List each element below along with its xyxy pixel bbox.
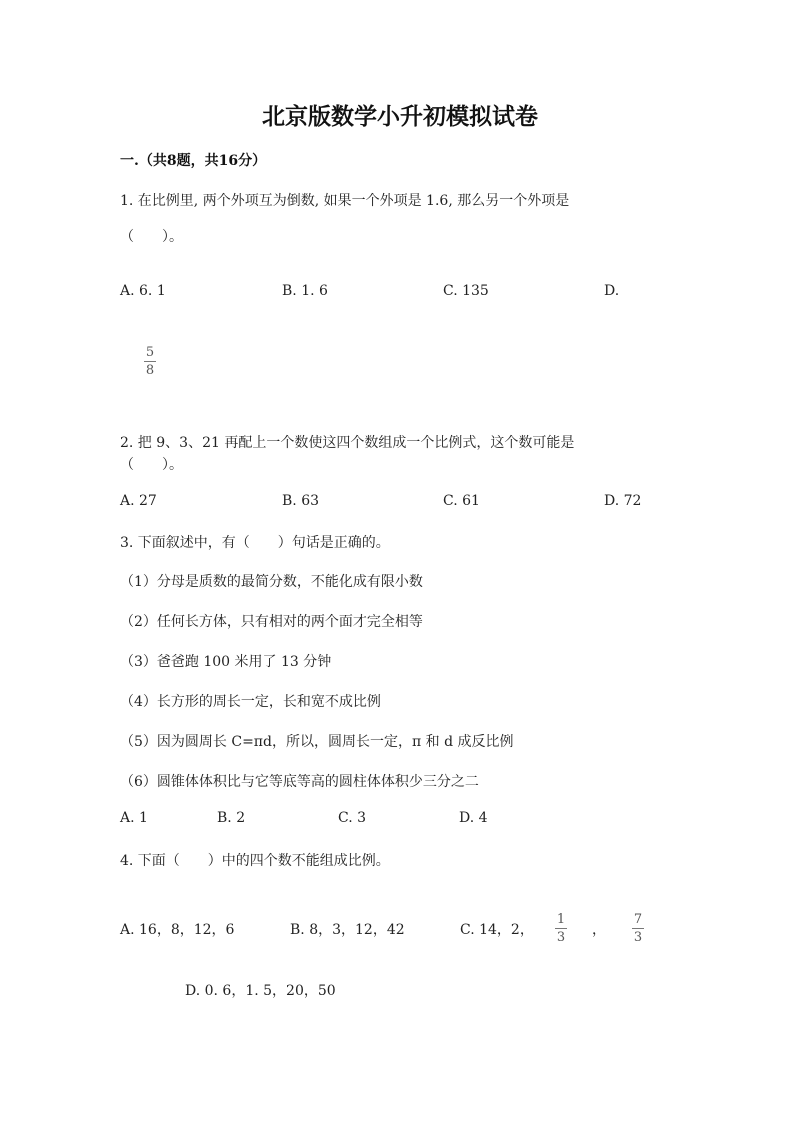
question-4-option-c: C. 14，2， bbox=[460, 922, 534, 938]
question-3-statement: （2）任何长方体，只有相对的两个面才完全相等 bbox=[120, 614, 423, 630]
question-1-option-c: C. 135 bbox=[443, 283, 489, 299]
question-4-option-c-fraction-1 bbox=[555, 912, 567, 945]
question-2-option-b: B. 63 bbox=[282, 493, 320, 509]
question-3-option-c: C. 3 bbox=[338, 810, 367, 826]
fraction-bar bbox=[632, 928, 644, 929]
question-3-statement: （6）圆锥体体积比与它等底等高的圆柱体体积少三分之二 bbox=[120, 774, 479, 790]
question-2-option-c: C. 61 bbox=[443, 493, 480, 509]
question-1-blank: （ ）。 bbox=[120, 229, 183, 245]
question-4-option-b: B. 8，3，12，42 bbox=[290, 922, 405, 938]
question-3-statement: （5）因为圆周长 C=πd，所以，圆周长一定，π 和 d 成反比例 bbox=[120, 734, 514, 750]
question-4-option-a: A. 16，8，12，6 bbox=[120, 922, 235, 938]
fraction-numerator: 1 bbox=[556, 912, 566, 927]
question-1-option-a: A. 6. 1 bbox=[120, 283, 166, 299]
fraction-bar bbox=[144, 361, 156, 362]
fraction-denominator: 3 bbox=[556, 930, 566, 945]
question-2-blank: （ ）。 bbox=[120, 457, 183, 473]
fraction-numerator: 5 bbox=[145, 345, 155, 360]
question-3-statement: （1）分母是质数的最简分数，不能化成有限小数 bbox=[120, 574, 423, 590]
question-2-option-d: D. 72 bbox=[604, 493, 642, 509]
question-1-option-d-fraction bbox=[144, 345, 156, 378]
fraction-numerator: 7 bbox=[633, 912, 643, 927]
question-4-option-d: D. 0. 6，1. 5，20，50 bbox=[185, 983, 336, 999]
question-1-text: 1. 在比例里, 两个外项互为倒数, 如果一个外项是 1.6, 那么另一个外项是 bbox=[120, 193, 570, 209]
question-3-option-d: D. 4 bbox=[459, 810, 488, 826]
question-3-statement: （3）爸爸跑 100 米用了 13 分钟 bbox=[120, 654, 332, 670]
question-4-option-c-separator: ， bbox=[592, 922, 606, 938]
page-title: 北京版数学小升初模拟试卷 bbox=[262, 103, 538, 130]
section-heading: 一.（共8题，共16分） bbox=[120, 153, 267, 169]
question-1-option-d: D. bbox=[604, 283, 620, 299]
question-3-statement: （4）长方形的周长一定，长和宽不成比例 bbox=[120, 694, 381, 710]
question-1-option-b: B. 1. 6 bbox=[282, 283, 328, 299]
fraction-bar bbox=[555, 928, 567, 929]
question-3-text: 3. 下面叙述中，有（ ）句话是正确的。 bbox=[120, 535, 390, 551]
fraction-denominator: 8 bbox=[145, 363, 155, 378]
question-4-text: 4. 下面（ ）中的四个数不能组成比例。 bbox=[120, 853, 390, 869]
question-3-option-a: A. 1 bbox=[120, 810, 148, 826]
fraction-denominator: 3 bbox=[633, 930, 643, 945]
question-2-option-a: A. 27 bbox=[120, 493, 157, 509]
question-3-option-b: B. 2 bbox=[217, 810, 246, 826]
question-4-option-c-fraction-2 bbox=[632, 912, 644, 945]
question-2-text: 2. 把 9、3、21 再配上一个数使这四个数组成一个比例式，这个数可能是 bbox=[120, 435, 575, 451]
